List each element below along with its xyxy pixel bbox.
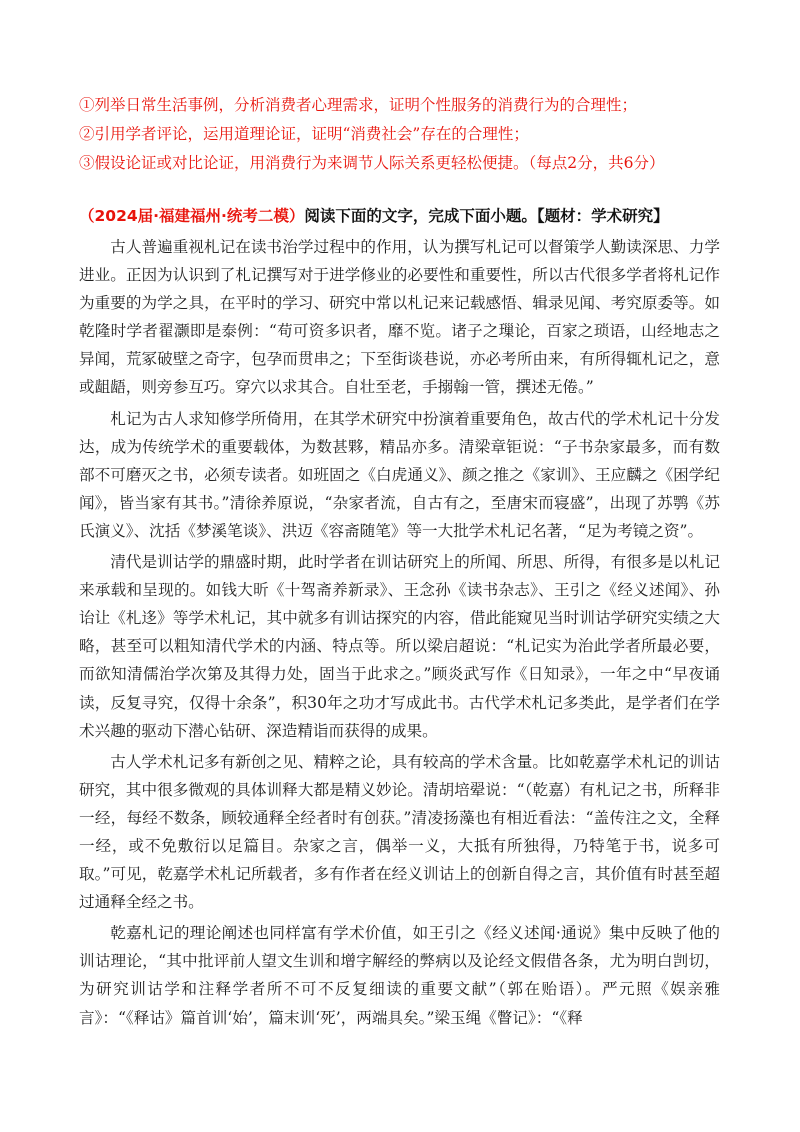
question-instruction: 阅读下面的文字，完成下面小题。【题材：学术研究】: [304, 207, 669, 225]
passage-paragraph-1: 古人普遍重视札记在读书治学过程中的作用，认为撰写札记可以督策学人勤读深思、力学进业。正因为认识到了札记撰写对于进学修业的必要性和重要性，所以古代很多学者将札记作为重要的为学之具，在平时的学习、研究中常以札记来记载感悟、辑录见闻、考究原委等。如乾隆时学者翟灏即是泰例：“苟可资多识者，靡不览。诸子之璅论，百家之琐语，山经地志之异闻，荒冢破壁之奇字，包孕而贯串之；下至街谈巷说，亦必考所由来，有所得辄札记之，意或龃龉，则旁参互巧。穿穴以求其合。自壮至老，手搦翰一管，撰述无倦。”: [79, 238, 720, 397]
answer-point-2: ②引用学者评论，运用道理论证，证明“消费社会”存在的合理性；: [79, 125, 529, 143]
source-tag: （2024届·福建福州·统考二模）: [79, 207, 305, 225]
passage-paragraph-2: 札记为古人求知修学所倚用，在其学术研究中扮演着重要角色，故古代的学术札记十分发达，成为传统学术的重要载体，为数甚夥，精品亦多。清梁章钜说：“子书杂家最多，而有数部不可磨灭之书，必须专读者。如班固之《白虎通义》、颜之推之《家训》、王应麟之《困学纪闻》，皆当家有其书。”清徐养原说，“杂家者流，自古有之，至唐宋而寝盛”，出现了苏鹗《苏氏演义》、沈括《梦溪笔谈》、洪迈《容斋随笔》等一大批学术札记名著，“足为考镜之资”。: [79, 409, 720, 540]
answer-point-1: ①列举日常生活事例，分析消费者心理需求，证明个性服务的消费行为的合理性；: [79, 96, 638, 114]
question-heading: [79, 206, 739, 226]
answer-point-3: ③假设论证或对比论证，用消费行为来调节人际关系更轻松便捷。（每点2分，共6分）: [79, 154, 665, 172]
passage-paragraph-5: 乾嘉札记的理论阐述也同样富有学术价值，如王引之《经义述闻·通说》集中反映了他的训诂理论，“其中批评前人望文生训和增字解经的弊病以及论经文假借各条，尤为明白剀切，为研究训诂学和注释学者所不可不反复细读的重要文献”（郭在贻语）。严元照《娱亲雅言》：“《释诂》篇首训‘始’，篇末训‘死’，两端具矣。”梁玉绳《瞥记》：“《释: [79, 924, 720, 1027]
passage-paragraph-4: 古人学术札记多有新创之见、精粹之论，具有较高的学术含量。比如乾嘉学术札记的训诂研究，其中很多微观的具体训释大都是精义妙论。清胡培翚说：“（乾嘉）有札记之书，所释非一经，每经不数条，顾较通释全经者时有创获。”清凌扬藻也有相近看法：“盖传注之文，全释一经，或不免敷衍以足篇目。杂家之言，偶举一义，大抵有所独得，乃特笔于书，说多可取。”可见，乾嘉学术札记所载者，多有作者在经义训诂上的创新自得之言，其价值有时甚至超过通释全经之书。: [79, 752, 720, 912]
passage-paragraph-3: 清代是训诂学的鼎盛时期，此时学者在训诂研究上的所闻、所思、所得，有很多是以札记来承载和呈现的。如钱大昕《十驾斋养新录》、王念孙《读书杂志》、王引之《经义述闻》、孙诒让《札迻》等学术札记，其中就多有训诂探究的内容，借此能窥见当时训诂学研究实绩之大略，甚至可以粗知清代学术的内涵、特点等。所以梁启超说：“札记实为治此学者所最必要，而欲知清儒治学次第及其得力处，固当于此求之。”顾炎武写作《日知录》，一年之中“早夜诵读，反复寻究，仅得十余条”，积30年之功才写成此书。古代学术札记多类此，是学者们在学术兴趣的驱动下潜心钻研、深造精诣而获得的成果。: [79, 553, 720, 740]
reading-passage: [79, 233, 720, 1035]
